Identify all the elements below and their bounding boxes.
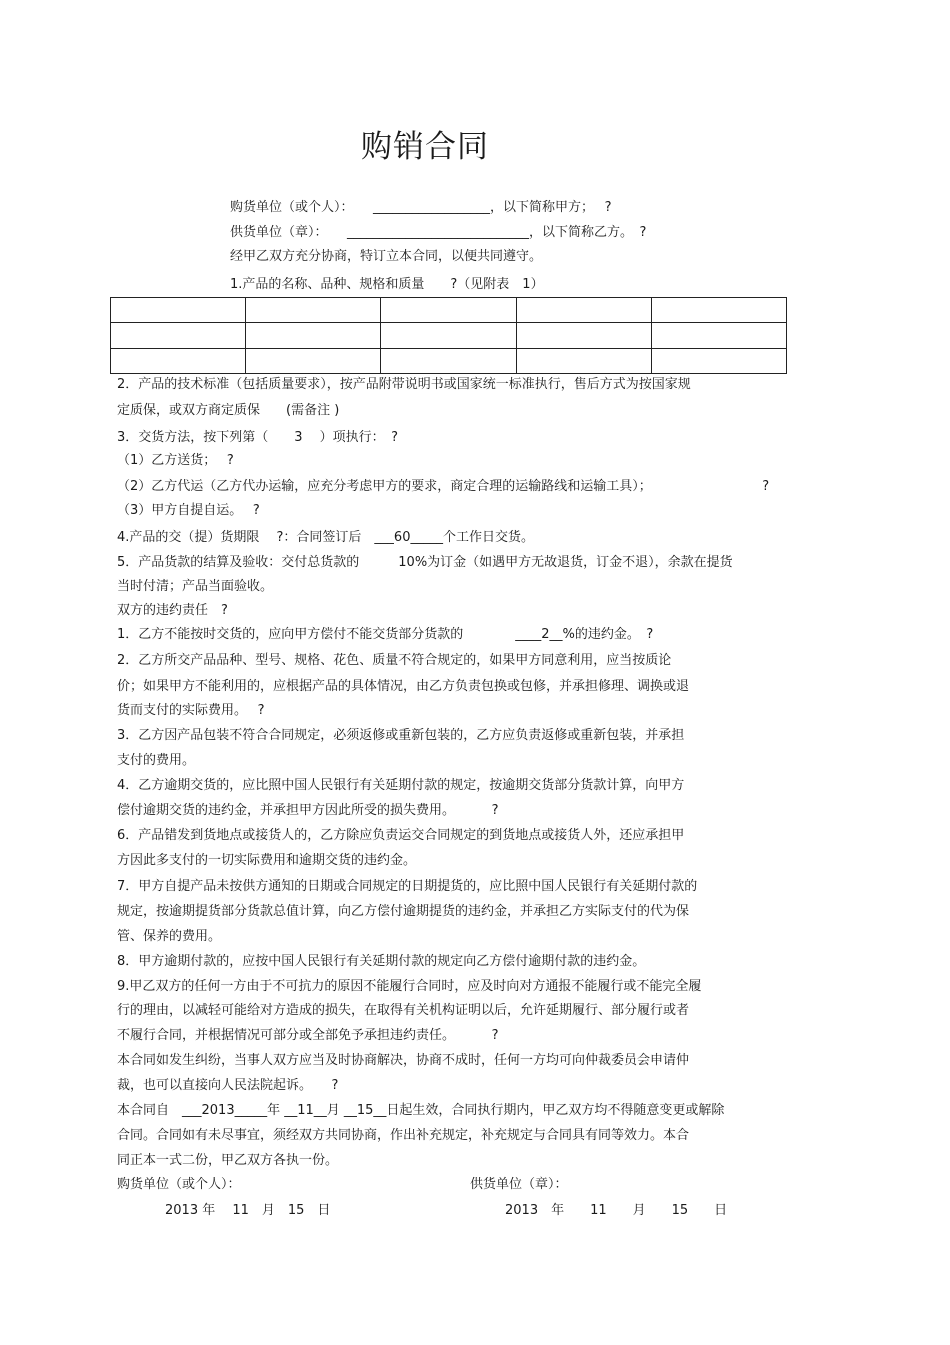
- contract-line: 1．乙方不能按时交货的，应向甲方偿付不能交货部分货款的 ____2__%的违约金。 ?: [117, 627, 654, 642]
- contract-line: 规定，按逾期提货部分货款总值计算，向乙方偿付逾期提货的违约金，并承担乙方实际支付的代为保: [117, 904, 690, 919]
- contract-line: 管、保养的费用。: [117, 929, 222, 944]
- contract-line: 合同。合同如有未尽事宜，须经双方共同协商，作出补充规定，补充规定与合同具有同等效力。本合: [117, 1128, 690, 1143]
- contract-line: 5．产品货款的结算及验收：交付总货款的 10%为订金（如遇甲方无故退货，订金不退），余款在提货: [117, 555, 733, 570]
- table-row: [111, 298, 787, 323]
- table-cell: [516, 298, 651, 323]
- contract-line: 当时付清；产品当面验收。: [117, 579, 274, 594]
- contract-line: 不履行合同，并根据情况可部分或全部免予承担违约责任。 ?: [117, 1028, 499, 1043]
- buyer-signature-label: 购货单位（或个人）：: [117, 1177, 241, 1192]
- contract-line: 方因此多支付的一切实际费用和逾期交货的违约金。: [117, 853, 417, 868]
- contract-line: 支付的费用。: [117, 753, 196, 768]
- contract-line: 6．产品错发到货地点或接货人的，乙方除应负责运交合同规定的到货地点或接货人外，还应承担甲: [117, 828, 685, 843]
- contract-line: 7．甲方自提产品未按供方通知的日期或合同规定的日期提货的，应比照中国人民银行有关延期付款的: [117, 879, 698, 894]
- table-cell: [381, 348, 516, 373]
- table-cell: [516, 348, 651, 373]
- contract-line: 货而支付的实际费用。 ?: [117, 703, 265, 718]
- table-cell: [111, 348, 246, 373]
- contract-line: 本合同自 ___2013_____年 __11__月 __15__日起生效，合同执行期内，甲乙双方均不得随意变更或解除: [117, 1103, 725, 1118]
- table-cell: [111, 298, 246, 323]
- contract-line: 3．乙方因产品包装不符合合同规定，必须返修或重新包装的，乙方应负责返修或重新包装，并承担: [117, 728, 685, 743]
- table-cell: [651, 348, 786, 373]
- contract-line: （3）甲方自提自运。 ?: [117, 503, 260, 518]
- table-cell: [381, 323, 516, 348]
- contract-line: 本合同如发生纠纷，当事人双方应当及时协商解决，协商不成时，任何一方均可向仲裁委员会申请仲: [117, 1053, 690, 1068]
- contract-line: （1）乙方送货； ?: [117, 453, 234, 468]
- contract-line: 2．乙方所交产品品种、型号、规格、花色、质量不符合规定的，如果甲方同意利用，应当按质论: [117, 653, 672, 668]
- item1-heading: 1.产品的名称、品种、规格和质量 ?（见附表 1）: [230, 277, 544, 292]
- contract-line: 行的理由，以减轻可能给对方造成的损失，在取得有关机构证明以后，允许延期履行、部分履行或者: [117, 1003, 690, 1018]
- document-title: 购销合同: [361, 129, 489, 165]
- table-cell: [516, 323, 651, 348]
- contract-line: 价；如果甲方不能利用的，应根据产品的具体情况，由乙方负责包换或包修，并承担修理、调换或退: [117, 679, 690, 694]
- table-cell: [246, 323, 381, 348]
- contract-line: 同正本一式二份，甲乙双方各执一份。: [117, 1153, 339, 1168]
- buyer-line: 购货单位（或个人）： __________________，以下简称甲方； ?: [230, 200, 612, 215]
- table-cell: [651, 323, 786, 348]
- contract-line: 定质保，或双方商定质保 (需备注 ): [117, 403, 340, 418]
- product-spec-table: [110, 297, 787, 374]
- table-cell: [246, 348, 381, 373]
- contract-line: 9.甲乙双方的任何一方由于不可抗力的原因不能履行合同时，应及时向对方通报不能履行或不能完全履: [117, 979, 702, 994]
- seller-signature-date: 2013 年 11 月 15 日: [505, 1203, 728, 1218]
- contract-line: （2）乙方代运（乙方代办运输，应充分考虑甲方的要求，商定合理的运输路线和运输工具）； ?: [117, 479, 770, 494]
- table-row: [111, 323, 787, 348]
- table-cell: [651, 298, 786, 323]
- contract-line: 裁，也可以直接向人民法院起诉。 ?: [117, 1078, 339, 1093]
- table-cell: [381, 298, 516, 323]
- seller-line: 供货单位（章）： ____________________________，以下简称乙方。 ?: [230, 225, 647, 240]
- seller-signature-label: 供货单位（章）：: [470, 1177, 568, 1192]
- table-row: [111, 348, 787, 373]
- contract-line: 4.产品的交（提）货期限 ?：合同签订后 ___60_____个工作日交货。: [117, 530, 534, 545]
- contract-line: 4．乙方逾期交货的，应比照中国人民银行有关延期付款的规定，按逾期交货部分货款计算，向甲方: [117, 778, 685, 793]
- contract-line: 双方的违约责任 ?: [117, 603, 228, 618]
- contract-line: 2．产品的技术标准（包括质量要求），按产品附带说明书或国家统一标准执行，售后方式为按国家规: [117, 377, 691, 392]
- table-cell: [246, 298, 381, 323]
- buyer-signature-date: 2013 年 11 月 15 日: [165, 1203, 331, 1218]
- agreement-line: 经甲乙双方充分协商，特订立本合同，以便共同遵守。: [230, 249, 543, 264]
- contract-line: 8．甲方逾期付款的，应按中国人民银行有关延期付款的规定向乙方偿付逾期付款的违约金。: [117, 954, 646, 969]
- table-cell: [111, 323, 246, 348]
- contract-line: 3．交货方法，按下列第（ 3 ）项执行： ?: [117, 430, 399, 445]
- contract-line: 偿付逾期交货的违约金，并承担甲方因此所受的损失费用。 ?: [117, 803, 499, 818]
